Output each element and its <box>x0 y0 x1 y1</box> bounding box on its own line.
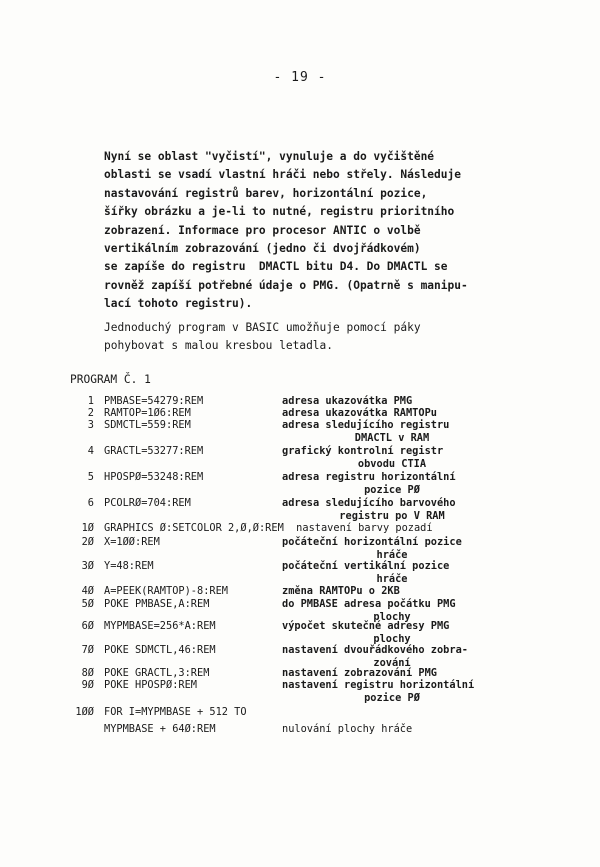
line-comment: adresa sledujícího registru <box>282 419 450 431</box>
line-comment: adresa registru horizontální <box>282 471 456 483</box>
text-line: šířky obrázku a je-li to nutné, registru prioritního <box>104 205 455 219</box>
code-text: SDMCTL=559:REM <box>104 419 191 431</box>
text-line: se zapíše do registru DMACTL bitu D4. Do DMACTL se <box>104 260 448 274</box>
line-number: 2Ø <box>81 536 94 548</box>
code-text: GRACTL=53277:REM <box>104 445 204 457</box>
body-paragraph-2 <box>104 319 544 356</box>
line-number: 2 <box>87 407 94 419</box>
code-text: MYPMBASE=256*A:REM <box>104 620 216 632</box>
line-number: 5Ø <box>81 598 94 610</box>
line-comment: nastavení zobrazování PMG <box>282 667 437 679</box>
code-text: PMBASE=54279:REM <box>104 395 204 407</box>
code-text: FOR I=MYPMBASE + 512 TO <box>104 706 247 718</box>
text-line: vertikálním zobrazování (jedno či dvojřádkovém) <box>104 242 421 256</box>
line-number: 7Ø <box>81 644 94 656</box>
code-text: PCOLRØ=704:REM <box>104 497 191 509</box>
line-comment: počáteční vertikální pozice <box>282 560 450 572</box>
line-number: 6 <box>87 497 94 509</box>
text-line: rovněž zapíší potřebné údaje o PMG. (Opatrně s manipu- <box>104 278 468 292</box>
code-text: X=1ØØ:REM <box>104 536 160 548</box>
line-comment: hráče <box>376 548 408 561</box>
line-comment: změna RAMTOPu o 2KB <box>282 585 400 597</box>
code-text: A=PEEK(RAMTOP)-8:REM <box>104 585 228 597</box>
line-comment: obvodu CTIA <box>357 457 427 470</box>
line-comment: pozice PØ <box>364 483 420 496</box>
code-text: POKE SDMCTL,46:REM <box>104 644 216 656</box>
code-text: POKE HPOSPØ:REM <box>104 679 197 691</box>
line-comment: plochy <box>373 632 411 645</box>
code-text: HPOSPØ=53248:REM <box>104 471 204 483</box>
line-comment: hráče <box>376 572 408 585</box>
code-text: GRAPHICS Ø:SETCOLOR 2,Ø,Ø:REM nastavení barvy pozadí <box>104 522 433 534</box>
text-line: oblasti se vsadí vlastní hráči nebo střely. Následuje <box>104 168 461 182</box>
line-number: 3 <box>87 419 94 431</box>
text-line: Nyní se oblast "vyčistí", vynuluje a do vyčištěné <box>104 150 435 163</box>
line-comment: výpočet skutečné adresy PMG <box>282 620 450 632</box>
text-line: pohybovat s malou kresbou letadla. <box>104 339 334 353</box>
line-comment: do PMBASE adresa počátku PMG <box>282 598 456 610</box>
line-comment: nastavení dvouřádkového zobra- <box>282 644 468 656</box>
body-paragraph-1 <box>104 148 544 314</box>
code-text: POKE PMBASE,A:REM <box>104 598 210 610</box>
program-title: PROGRAM Č. 1 <box>70 373 151 386</box>
line-number: 3Ø <box>81 560 94 572</box>
line-comment: nastavení registru horizontální <box>282 679 475 691</box>
line-comment: adresa sledujícího barvového <box>282 497 456 509</box>
line-number: 4Ø <box>81 585 94 597</box>
line-number: 9Ø <box>81 679 94 691</box>
line-comment: adresa ukazovátka RAMTOPu <box>282 407 437 419</box>
line-number: 5 <box>87 471 94 483</box>
text-line: nastavování registrů barev, horizontální pozice, <box>104 186 428 200</box>
page-number: - 19 - <box>273 70 327 85</box>
text-line: lací tohoto registru). <box>104 297 253 311</box>
line-comment: počáteční horizontální pozice <box>282 536 462 548</box>
line-comment: grafický kontrolní registr <box>282 445 444 457</box>
line-comment: adresa ukazovátka PMG <box>282 395 413 407</box>
line-comment: DMACTL v RAM <box>354 431 430 444</box>
line-comment: nulování plochy hráče <box>282 723 413 735</box>
code-text: Y=48:REM <box>104 560 154 572</box>
line-comment: plochy <box>373 610 411 623</box>
text-line: Jednoduchý program v BASIC umožňuje pomocí páky <box>104 321 421 334</box>
line-comment: zování <box>373 656 411 669</box>
line-number: 1Ø <box>81 522 94 534</box>
line-number: 4 <box>87 445 94 457</box>
line-number: 1 <box>87 395 94 407</box>
line-number: 1ØØ <box>75 706 94 718</box>
code-text: POKE GRACTL,3:REM <box>104 667 210 679</box>
text-line: zobrazení. Informace pro procesor ANTIC o volbě <box>104 223 421 237</box>
code-text: MYPMBASE + 64Ø:REM <box>104 723 216 735</box>
line-comment: pozice PØ <box>364 691 420 704</box>
line-number: 8Ø <box>81 667 94 679</box>
line-number: 6Ø <box>81 620 94 632</box>
line-comment: registru po V RAM <box>339 509 445 522</box>
code-text: RAMTOP=1Ø6:REM <box>104 407 191 419</box>
